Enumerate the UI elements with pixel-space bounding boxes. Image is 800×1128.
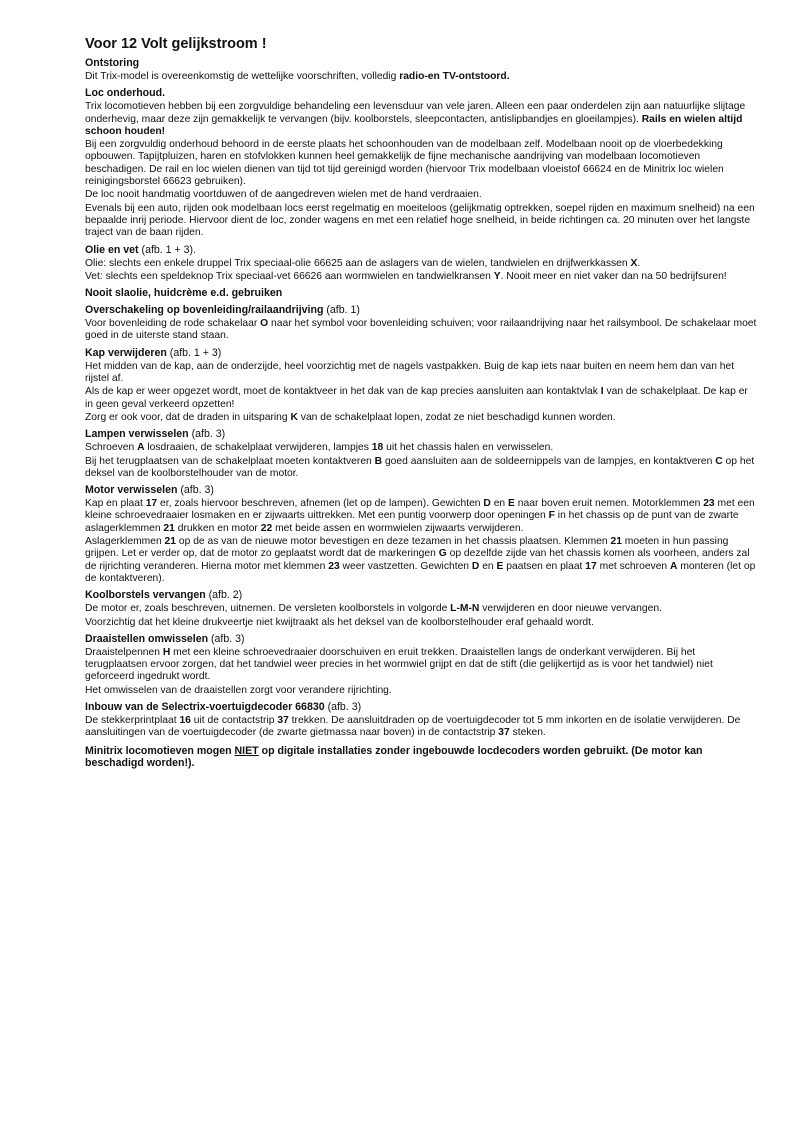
text-run: van de schakelplaat. De kap er in geen geval verkeerd opzetten! bbox=[85, 386, 748, 410]
bold-text: F bbox=[548, 510, 555, 522]
text-run: Trix locomotieven hebben bij een zorgvuldige behandeling een levensduur van vele jaren. Alleen een paar onderdelen zijn aan natuurlijke slijtage onderhevig, maar deze zijn gemakkelijk te vervangen (bijv. koolborstels, sleepcontacten, antislipbandjes en gloeilampjes). bbox=[85, 101, 746, 125]
text-run: en bbox=[479, 560, 497, 572]
bold-text: O bbox=[260, 318, 269, 330]
bold-text: radio-en TV-ontstoord. bbox=[399, 71, 510, 82]
section-heading bbox=[85, 347, 757, 360]
paragraph bbox=[85, 498, 757, 535]
text-run: op het deksel van de koolborstelhouder van de motor. bbox=[85, 455, 755, 479]
text-run: Bij het terugplaatsen van de schakelplaat moeten kontaktveren bbox=[85, 455, 375, 467]
figure-reference: (afb. 1) bbox=[323, 304, 360, 317]
bold-text: Y bbox=[493, 270, 501, 282]
bold-text: 21 bbox=[163, 522, 175, 534]
bold-text: 37 bbox=[498, 727, 510, 739]
bold-text: X bbox=[630, 257, 638, 269]
text-run: De motor er, zoals beschreven, uitnemen. De versleten koolborstels in volgorde bbox=[85, 603, 451, 615]
text-run: naar het symbol voor bovenleiding schuiven; voor railaandrijving naar het railsymbool. De schakelaar moet goed in de uiterste stand staan. bbox=[85, 318, 757, 342]
text-run: Olie: slechts een enkele druppel Trix speciaal-olie 66625 aan de aslagers van de wielen, tandwielen en drijfwerkkassen bbox=[85, 257, 631, 269]
section-heading bbox=[85, 428, 757, 441]
figure-reference: (afb. 3) bbox=[177, 484, 214, 497]
text-run: De loc nooit handmatig voortduwen of de aangedreven wielen met de hand verdraaien. bbox=[85, 189, 482, 201]
text-run: Voorzichtig dat het kleine drukveertje niet kwijtraakt als het deksel van de koolborstelhouder eraf gehaald wordt. bbox=[85, 616, 594, 628]
text-run: goed aansluiten aan de soldeernippels van de lampjes, en kontaktveren bbox=[382, 455, 716, 467]
text-run: in het chassis op de punt van de zwarte aslagerklemmen bbox=[85, 510, 739, 534]
bold-text: D bbox=[471, 560, 480, 572]
section-heading-text: Motor verwisselen bbox=[85, 484, 178, 497]
section bbox=[85, 484, 757, 585]
paragraph bbox=[85, 139, 757, 188]
paragraph bbox=[85, 271, 757, 283]
section bbox=[85, 589, 757, 629]
figure-reference: (afb. 3) bbox=[188, 428, 226, 441]
text-run: Evenals bij een auto, rijden ook modelbaan locs eerst regelmatig en moeiteloos (gelijkmatig optrekken, soepel rijden en maximum snelheid) na een bepaalde inrij periode. Hiervoor dient de loc, zonder wagens en met een relatief hoge snelheid, in beide richtingen ca. 20 minuten over het langste traject van de baan rijden. bbox=[85, 202, 755, 239]
bold-text: 18 bbox=[371, 442, 384, 454]
text-run: van de schakelplaat lopen, zodat ze niet beschadigd kunnen worden. bbox=[297, 411, 616, 423]
section-heading bbox=[85, 633, 757, 646]
document-page bbox=[85, 36, 757, 770]
bold-text: K bbox=[290, 411, 298, 423]
text-run: . Nooit meer en niet vaker dan na 50 bedrijfsuren! bbox=[500, 270, 727, 282]
text-run: naar boven eruit nemen. Motorklemmen bbox=[514, 498, 704, 510]
text-run: monteren (let op de kontaktveren). bbox=[85, 560, 756, 584]
bold-text: E bbox=[508, 498, 515, 510]
document-body bbox=[85, 57, 757, 740]
section-heading bbox=[85, 57, 757, 70]
paragraph bbox=[85, 603, 757, 615]
bold-text: 17 bbox=[585, 560, 597, 572]
paragraph bbox=[85, 715, 757, 740]
document-title: Voor 12 Volt gelijkstroom ! bbox=[85, 36, 267, 52]
bold-text: 16 bbox=[179, 714, 191, 726]
text-run: Minitrix locomotieven mogen bbox=[85, 744, 235, 757]
bold-text: A bbox=[137, 442, 145, 454]
text-run: op dezelfde zijde van het chassis komen als voorheen, anders zal de rijrichting veranderen. Hierna motor met klemmen bbox=[85, 548, 750, 572]
figure-reference: (afb. 3) bbox=[324, 700, 362, 713]
section bbox=[85, 244, 757, 284]
text-run: op de as van de nieuwe motor bevestigen en deze tezamen in het chassis plaatsen. Klemmen bbox=[176, 536, 611, 548]
bold-text: 23 bbox=[328, 560, 340, 572]
section-heading bbox=[85, 87, 757, 100]
text-run: Voor bovenleiding de rode schakelaar bbox=[85, 318, 261, 330]
underlined-text: NIET bbox=[234, 744, 259, 757]
section-heading-text: Nooit slaolie, huidcrème e.d. gebruiken bbox=[85, 287, 283, 300]
paragraph bbox=[85, 189, 757, 201]
figure-reference: (afb. 1 + 3) bbox=[166, 346, 222, 359]
figure-reference: (afb. 3) bbox=[208, 632, 245, 645]
paragraph bbox=[85, 647, 757, 684]
bold-text: 21 bbox=[610, 536, 622, 548]
section bbox=[85, 287, 757, 300]
section bbox=[85, 701, 757, 740]
text-run: met beide assen en wormwielen zijwaarts verwijderen. bbox=[272, 522, 524, 534]
paragraph bbox=[85, 203, 757, 240]
section-heading-text: Koolborstels vervangen bbox=[85, 589, 206, 602]
final-warning bbox=[85, 745, 757, 770]
text-run: losdraaien, de schakelplaat verwijderen, lampjes bbox=[144, 442, 372, 454]
text-run: paatsen en plaat bbox=[503, 560, 586, 572]
text-run: weer vastzetten. Gewichten bbox=[339, 560, 472, 572]
section bbox=[85, 57, 757, 83]
bold-text: G bbox=[438, 548, 447, 560]
paragraph bbox=[85, 442, 757, 454]
paragraph bbox=[85, 412, 757, 424]
bold-text: 23 bbox=[703, 498, 715, 510]
bold-text: H bbox=[162, 646, 171, 658]
text-run: er, zoals hiervoor beschreven, afnemen (let op de lampen). Gewichten bbox=[157, 498, 484, 510]
section-heading-text: Overschakeling op bovenleiding/railaandrijving bbox=[85, 304, 324, 317]
text-run: met schroeven bbox=[596, 560, 671, 572]
text-run: Het midden van de kap, aan de onderzijde, heel voorzichtig met de nagels vastpakken. Buig de kap iets naar buiten en neem hem dan van het rijstel af. bbox=[85, 360, 735, 385]
section-heading bbox=[85, 244, 757, 257]
text-run: Zorg er ook voor, dat de draden in uitsparing bbox=[85, 411, 291, 423]
section-heading-text: Olie en vet bbox=[85, 243, 139, 256]
bold-text: D bbox=[483, 498, 491, 510]
paragraph bbox=[85, 258, 757, 270]
text-run: De stekkerprintplaat bbox=[85, 714, 180, 726]
text-run: en bbox=[490, 498, 509, 510]
section-heading-text: Ontstoring bbox=[85, 57, 140, 69]
section-heading bbox=[85, 589, 757, 602]
section-heading-text: Loc onderhoud. bbox=[85, 87, 166, 100]
paragraph bbox=[85, 536, 757, 585]
section-heading bbox=[85, 287, 757, 300]
figure-reference: (afb. 1 + 3). bbox=[138, 243, 197, 256]
section bbox=[85, 428, 757, 480]
paragraph bbox=[85, 71, 757, 83]
text-run: met een kleine schroevedraaier doorschuiven en eruit trekken. Draaistellen langs de onderkant verwijderen. Bij het terugplaatsen ervoor zorgen, dat het tandwiel weer precies in het wormwiel grijpt en dat de stift (die gelijkertijd as is voor het tandwiel) niet geforceerd ingedrukt wordt. bbox=[85, 646, 713, 683]
text-run: Schroeven bbox=[85, 442, 138, 454]
text-run: Aslagerklemmen bbox=[85, 536, 165, 548]
text-run: met een kleine schroevedraaier losmaken en er zijwaarts uittrekken. Met een puntig voorwerp door openingen bbox=[85, 498, 755, 522]
section bbox=[85, 87, 757, 239]
paragraph bbox=[85, 361, 757, 386]
section-heading bbox=[85, 304, 757, 317]
section-heading bbox=[85, 701, 757, 714]
section bbox=[85, 304, 757, 343]
text-run: Dit Trix-model is overeenkomstig de wettelijke voorschriften, volledig bbox=[85, 71, 400, 82]
bold-text: 21 bbox=[164, 536, 177, 548]
section bbox=[85, 633, 757, 697]
text-run: uit het chassis halen en verwisselen. bbox=[383, 442, 554, 454]
text-run: steken. bbox=[509, 727, 546, 739]
text-run: uit de contactstrip bbox=[190, 714, 278, 726]
text-run: verwijderen en door nieuwe vervangen. bbox=[479, 603, 662, 615]
text-run: Als de kap er weer opgezet wordt, moet de kontaktveer in het dak van de kap precies aansluiten aan kontaktvlak bbox=[85, 386, 601, 398]
bold-text: B bbox=[374, 455, 383, 467]
bold-text: I bbox=[600, 386, 604, 398]
paragraph bbox=[85, 101, 757, 138]
section-heading bbox=[85, 484, 757, 497]
section-heading-text: Lampen verwisselen bbox=[85, 428, 189, 441]
bold-text: 17 bbox=[145, 498, 158, 510]
bold-text: 37 bbox=[277, 714, 289, 726]
bold-text: Rails en wielen altijd schoon houden! bbox=[85, 113, 743, 137]
bold-text: E bbox=[496, 560, 504, 572]
paragraph bbox=[85, 617, 757, 629]
section-heading-text: Draaistellen omwisselen bbox=[85, 632, 209, 645]
text-run: Kap en plaat bbox=[85, 498, 146, 510]
figure-reference: (afb. 2) bbox=[205, 589, 243, 602]
paragraph bbox=[85, 685, 757, 697]
paragraph bbox=[85, 318, 757, 343]
text-run: trekken. De aansluitdraden op de voertuigdecoder tot 5 mm inkorten en de isolatie verwijderen. De aansluitingen van de voertuigdecoder (de zwarte gietmassa naar boven) in de contactstrip bbox=[85, 714, 741, 739]
bold-text: A bbox=[670, 560, 678, 572]
text-run: . bbox=[637, 257, 641, 269]
text-run: Het omwisselen van de draaistellen zorgt voor verandere rijrichting. bbox=[85, 684, 392, 696]
bold-text: C bbox=[715, 455, 723, 467]
text-run: Bij een zorgvuldig onderhoud behoord in de eerste plaats het schoonhouden van de modelbaan zelf. Modelbaan nooit op de vloerbedekking opbouwen. Tapijtpluizen, haren en stofvlokken kunnen heel gemakkelijk de fijne mechanische aandrijving van modelbaan locomotieven beschadigen. De rail en loc wielen dienen van tijd tot tijd gereinigd worden (hiervoor Trix modelbaan vloeistof 66624 en de Minitrix loc wielen reinigingsborstel 66623 gebruiken). bbox=[85, 139, 724, 188]
section-heading-text: Kap verwijderen bbox=[85, 346, 167, 359]
paragraph bbox=[85, 386, 757, 411]
text-run: drukken en motor bbox=[174, 522, 261, 534]
paragraph bbox=[85, 456, 757, 481]
bold-text: 22 bbox=[260, 522, 273, 534]
bold-text: L-M-N bbox=[450, 603, 480, 615]
text-run: moeten in hun passing grijpen. Let er verder op, dat de motor zo geplaatst wordt dat de markeringen bbox=[85, 536, 729, 560]
text-run: Vet: slechts een speldeknop Trix speciaal-vet 66626 aan wormwielen en tandwielkransen bbox=[85, 270, 494, 282]
text-run: op digitale installaties zonder ingebouwde locdecoders worden gebruikt. (De motor kan beschadigd worden!). bbox=[85, 744, 703, 770]
text-run: Draaistelpennen bbox=[85, 646, 163, 658]
section bbox=[85, 347, 757, 424]
section-heading-text: Inbouw van de Selectrix-voertuigdecoder 66830 bbox=[85, 700, 325, 713]
